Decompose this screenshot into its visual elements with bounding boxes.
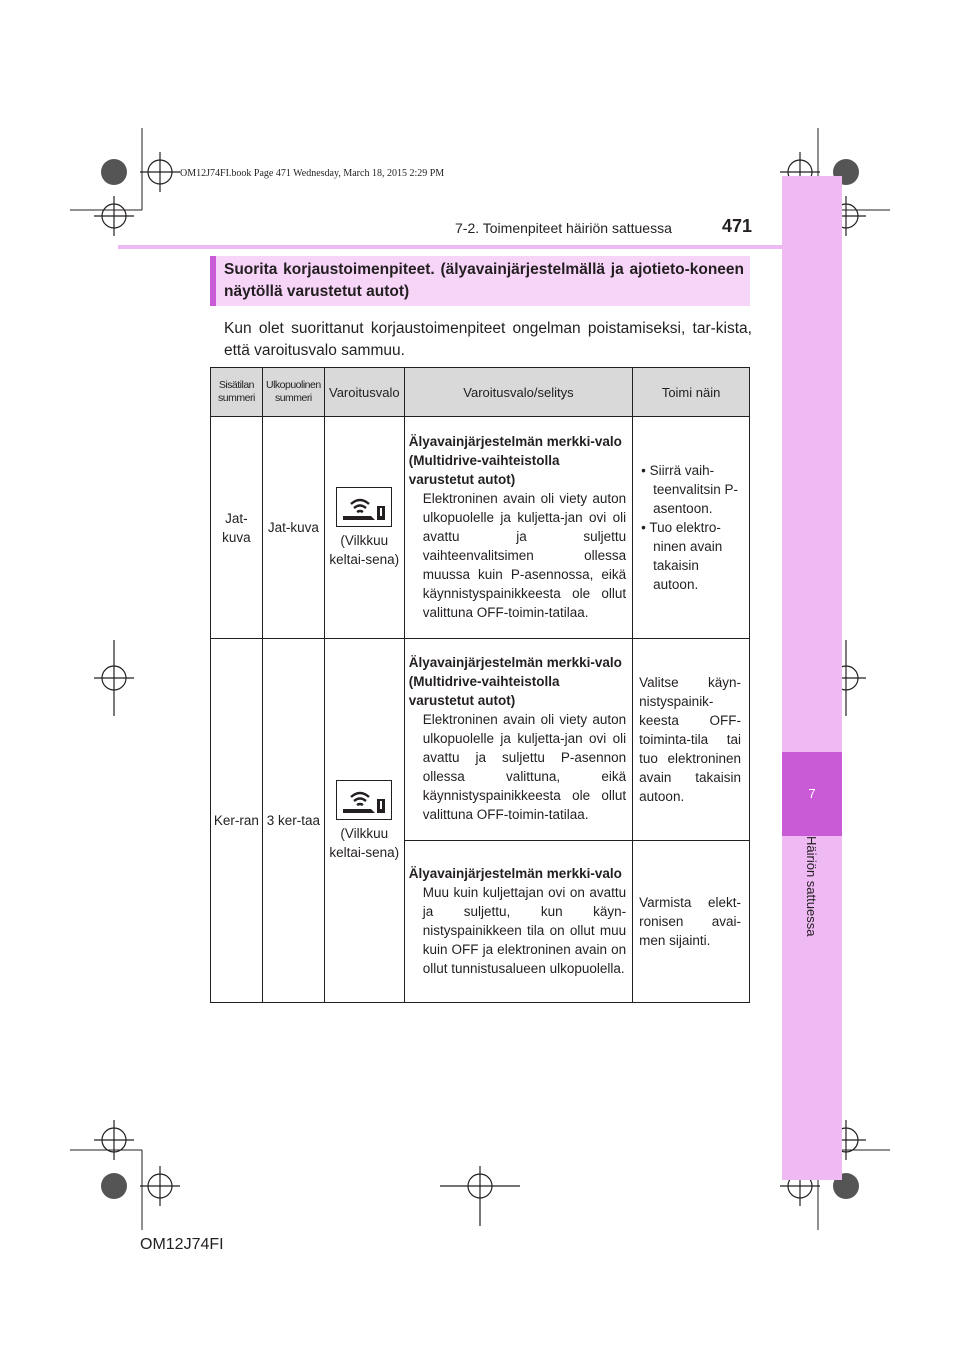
outer-buzzer-cell: 3 ker-taa [262, 639, 324, 1003]
warning-light-cell [324, 639, 404, 1003]
action-cell [633, 417, 750, 639]
inner-buzzer-cell: Jat-kuva [211, 417, 263, 639]
header-rule [118, 245, 842, 249]
action-item: • Siirrä vaih-teenvalitsin P-asentoon. [641, 463, 738, 516]
col-outer-buzzer: Ulkopuolinen summeri [262, 368, 324, 417]
print-book-line: OM12J74FI.book Page 471 Wednesday, March 18, 2015 2:29 PM [180, 168, 445, 179]
inner-buzzer-cell: Ker-ran [211, 639, 263, 1003]
chapter-title-tab [782, 836, 842, 976]
side-tab-strip [782, 176, 842, 1180]
description-title: Älyavainjärjestelmän merkki-valo [408, 865, 622, 881]
heading-banner-text: Suorita korjaustoimenpiteet. (älyavainjärjestelmällä ja ajotieto-koneen näytöllä varustetut autot) [224, 261, 744, 300]
action-cell: Valitse käyn-nistyspainik-keesta OFF-toiminta-tila tai tuo elektroninen avain takaisin autoon. [633, 639, 750, 841]
intro-paragraph: Kun olet suorittanut korjaustoimenpiteet ongelman poistamiseksi, tar-kista, että varoitusvalo sammuu. [224, 320, 752, 359]
action-cell: Varmista elekt-ronisen avai-men sijainti. [633, 841, 750, 1003]
warning-light-text: (Vilkkuu keltai-sena) [329, 825, 400, 860]
warning-table [210, 367, 750, 1003]
description-cell [404, 639, 632, 841]
description-cell [404, 417, 632, 639]
description-title: Älyavainjärjestelmän merkki-valo (Multidrive-vaihteistolla varustetut autot) [408, 655, 622, 708]
description-title: Älyavainjärjestelmän merkki-valo (Multidrive-vaihteistolla varustetut autot) [408, 433, 622, 487]
section-title: 7-2. Toimenpiteet häiriön sattuessa [455, 220, 672, 236]
key-system-warning-icon [336, 780, 392, 820]
col-action: Toimi näin [633, 368, 750, 417]
warning-light-cell [324, 417, 404, 639]
description-text: Elektroninen avain oli viety auton ulkopuolelle ja kuljetta-jan ovi oli avattu ja suljettu P-asennon ollessa valittuna, eikä käynnistyspainikkeesta ole ollut valittuna OFF-toimin-tatilaa. [422, 712, 627, 822]
table-row [211, 417, 750, 639]
table-header-row [211, 368, 750, 417]
table-row [211, 639, 750, 841]
description-cell [404, 841, 632, 1003]
heading-banner-accent [210, 256, 216, 306]
description-text: Elektroninen avain oli viety auton ulkopuolelle ja kuljetta-jan ovi oli avattu ja suljettu vaihteenvalitsimen ollessa muussa kuin P-asennossa, eikä käynnistyspainikkeesta ole ollut valittuna OFF-toimin-tatilaa. [422, 490, 627, 620]
outer-buzzer-cell: Jat-kuva [262, 417, 324, 639]
action-item: • Tuo elektro-ninen avain takaisin autoon. [641, 520, 723, 592]
warning-light-text: (Vilkkuu keltai-sena) [329, 532, 400, 567]
col-description: Varoitusvalo/selitys [404, 368, 632, 417]
chapter-number-tab: 7 [782, 752, 842, 836]
footer-code: OM12J74FI [140, 1236, 224, 1253]
chapter-title: Häiriön sattuessa [804, 836, 819, 937]
description-text: Muu kuin kuljettajan ovi on avattu ja suljettu, kun käyn-nistyspainikkeen tila on ollut muu kuin OFF ja elektroninen avain on ollut tunnistusalueen ulkopuolella. [422, 884, 627, 976]
key-system-warning-icon [336, 487, 392, 527]
col-warning-light: Varoitusvalo [324, 368, 404, 417]
page-number: 471 [722, 216, 753, 236]
col-inner-buzzer: Sisätilan summeri [211, 368, 263, 417]
